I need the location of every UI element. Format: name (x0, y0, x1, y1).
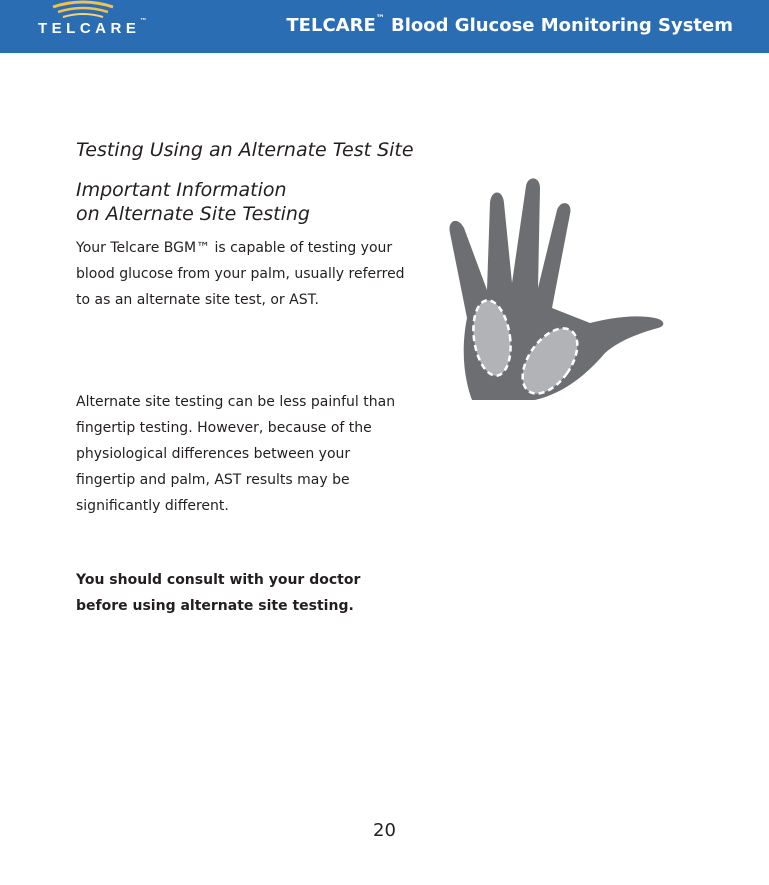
page-header (0, 0, 769, 53)
paragraph-consult-doctor: You should consult with your doctor before using alternate site testing. (76, 572, 361, 614)
subtitle (76, 178, 376, 226)
hand-palm-icon (440, 178, 670, 403)
logo-text: TELCARE (38, 20, 141, 37)
page-number: 20 (373, 820, 396, 841)
logo-tm: ™ (140, 18, 147, 24)
telcare-logo (38, 0, 148, 50)
header-title-brand: TELCARE (286, 15, 376, 36)
logo-wordmark (38, 20, 146, 37)
subtitle-line-2: on Alternate Site Testing (76, 203, 310, 225)
subtitle-line-1: Important Information (76, 179, 287, 201)
header-title-rest: Blood Glucose Monitoring System (384, 15, 733, 36)
logo-arcs-icon (48, 0, 118, 22)
paragraph-ast-differences: Alternate site testing can be less painful than fingertip testing. However, because of the physiological differences between your fingertip and palm, AST results may be significantly different. (76, 394, 396, 514)
header-title (286, 15, 733, 36)
paragraph-ast-intro: Your Telcare BGM™ is capable of testing your blood glucose from your palm, usually referred to as an alternate site test, or AST. (76, 240, 405, 308)
section-title: Testing Using an Alternate Test Site (76, 139, 414, 161)
header-title-tm: ™ (375, 14, 385, 24)
